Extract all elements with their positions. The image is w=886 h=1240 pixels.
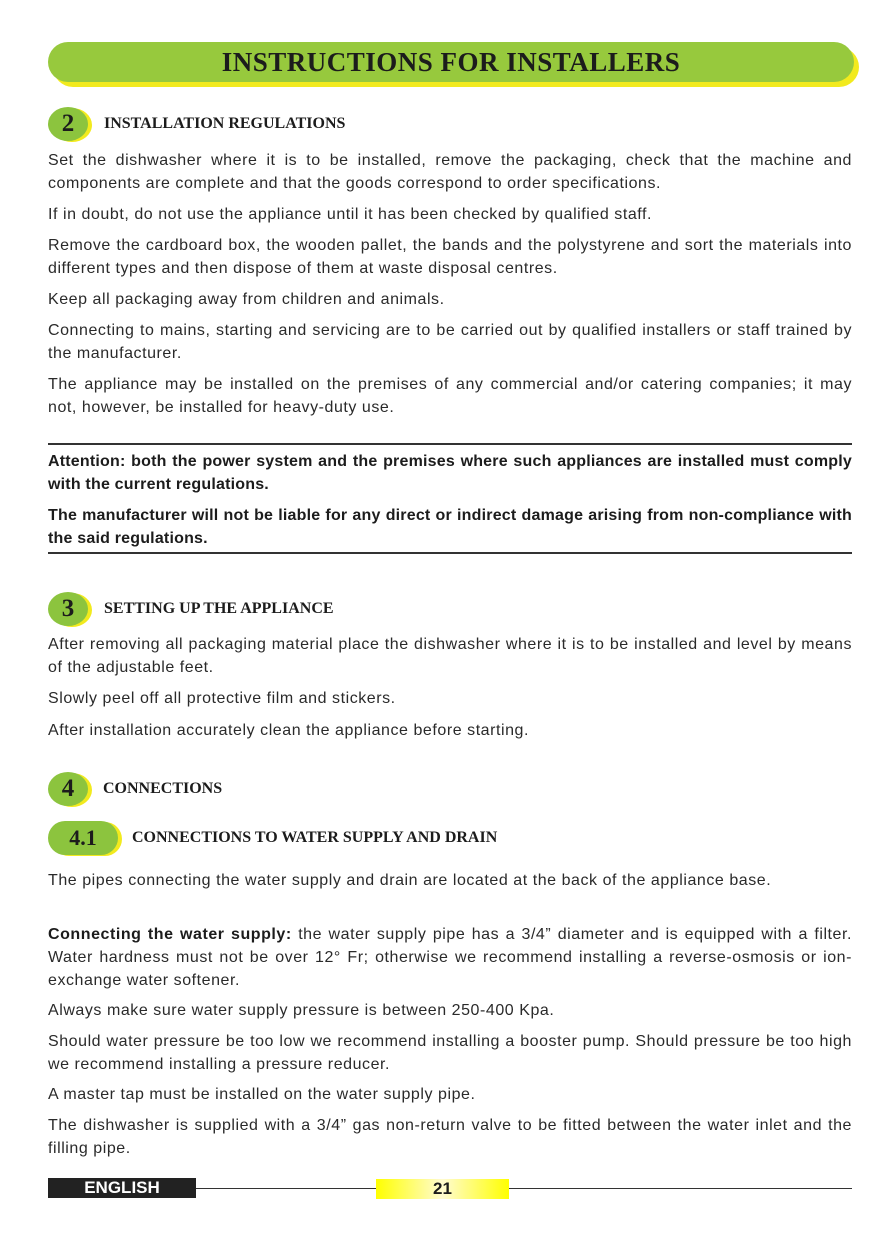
page-number: 21 [376,1179,509,1199]
language-label: ENGLISH [48,1178,196,1198]
paragraph-text: the water supply pipe has a 3/4” diameter and is equipped with a filter. Water hardness must not be over 12° Fr; otherwise we recommend installing a reverse-osmosis or ion-exchange water softener. [48,926,852,989]
divider [48,552,852,554]
paragraph: Should water pressure be too low we recommend installing a booster pump. Should pressure be too high we recommend installing a pressure reducer. [48,1033,852,1073]
section-number-badge: 3 [48,592,88,626]
section-title: SETTING UP THE APPLIANCE [104,600,334,617]
attention-note: Attention: both the power system and the premises where such appliances are installed must comply with the current regulations. [48,453,852,493]
paragraph [48,923,852,992]
paragraph: A master tap must be installed on the water supply pipe. [48,1086,476,1103]
paragraph: Remove the cardboard box, the wooden pallet, the bands and the polystyrene and sort the materials into different types and then dispose of them at waste disposal centres. [48,237,852,277]
paragraph: Set the dishwasher where it is to be installed, remove the packaging, check that the machine and components are complete and that the goods correspond to order specifications. [48,152,852,192]
section-title: CONNECTIONS [103,780,223,797]
paragraph: The appliance may be installed on the premises of any commercial and/or catering companies; it may not, however, be installed for heavy-duty use. [48,376,852,416]
paragraph: Always make sure water supply pressure is between 250-400 Kpa. [48,1002,555,1019]
paragraph: The pipes connecting the water supply and drain are located at the back of the appliance base. [48,872,772,889]
section-number-badge: 4 [48,772,88,806]
section-number-badge: 2 [48,107,88,141]
liability-note: The manufacturer will not be liable for any direct or indirect damage arising from non-compliance with the said regulations. [48,507,852,547]
bold-lead: Connecting the water supply: [48,926,292,943]
paragraph: Keep all packaging away from children and animals. [48,291,445,308]
subsection-number-badge: 4.1 [48,821,118,855]
page-header-banner [48,42,854,82]
page-title: INSTRUCTIONS FOR INSTALLERS [221,46,681,77]
paragraph: After removing all packaging material place the dishwasher where it is to be installed and level by means of the adjustable feet. [48,636,852,676]
divider [48,443,852,445]
paragraph: After installation accurately clean the appliance before starting. [48,722,530,739]
paragraph: The dishwasher is supplied with a 3/4” gas non-return valve to be fitted between the water inlet and the filling pipe. [48,1117,852,1157]
paragraph: Connecting to mains, starting and servicing are to be carried out by qualified installers or staff trained by the manufacturer. [48,322,852,362]
paragraph: If in doubt, do not use the appliance until it has been checked by qualified staff. [48,206,652,223]
paragraph: Slowly peel off all protective film and stickers. [48,690,396,707]
subsection-title: CONNECTIONS TO WATER SUPPLY AND DRAIN [132,829,498,846]
section-title: INSTALLATION REGULATIONS [104,115,346,132]
